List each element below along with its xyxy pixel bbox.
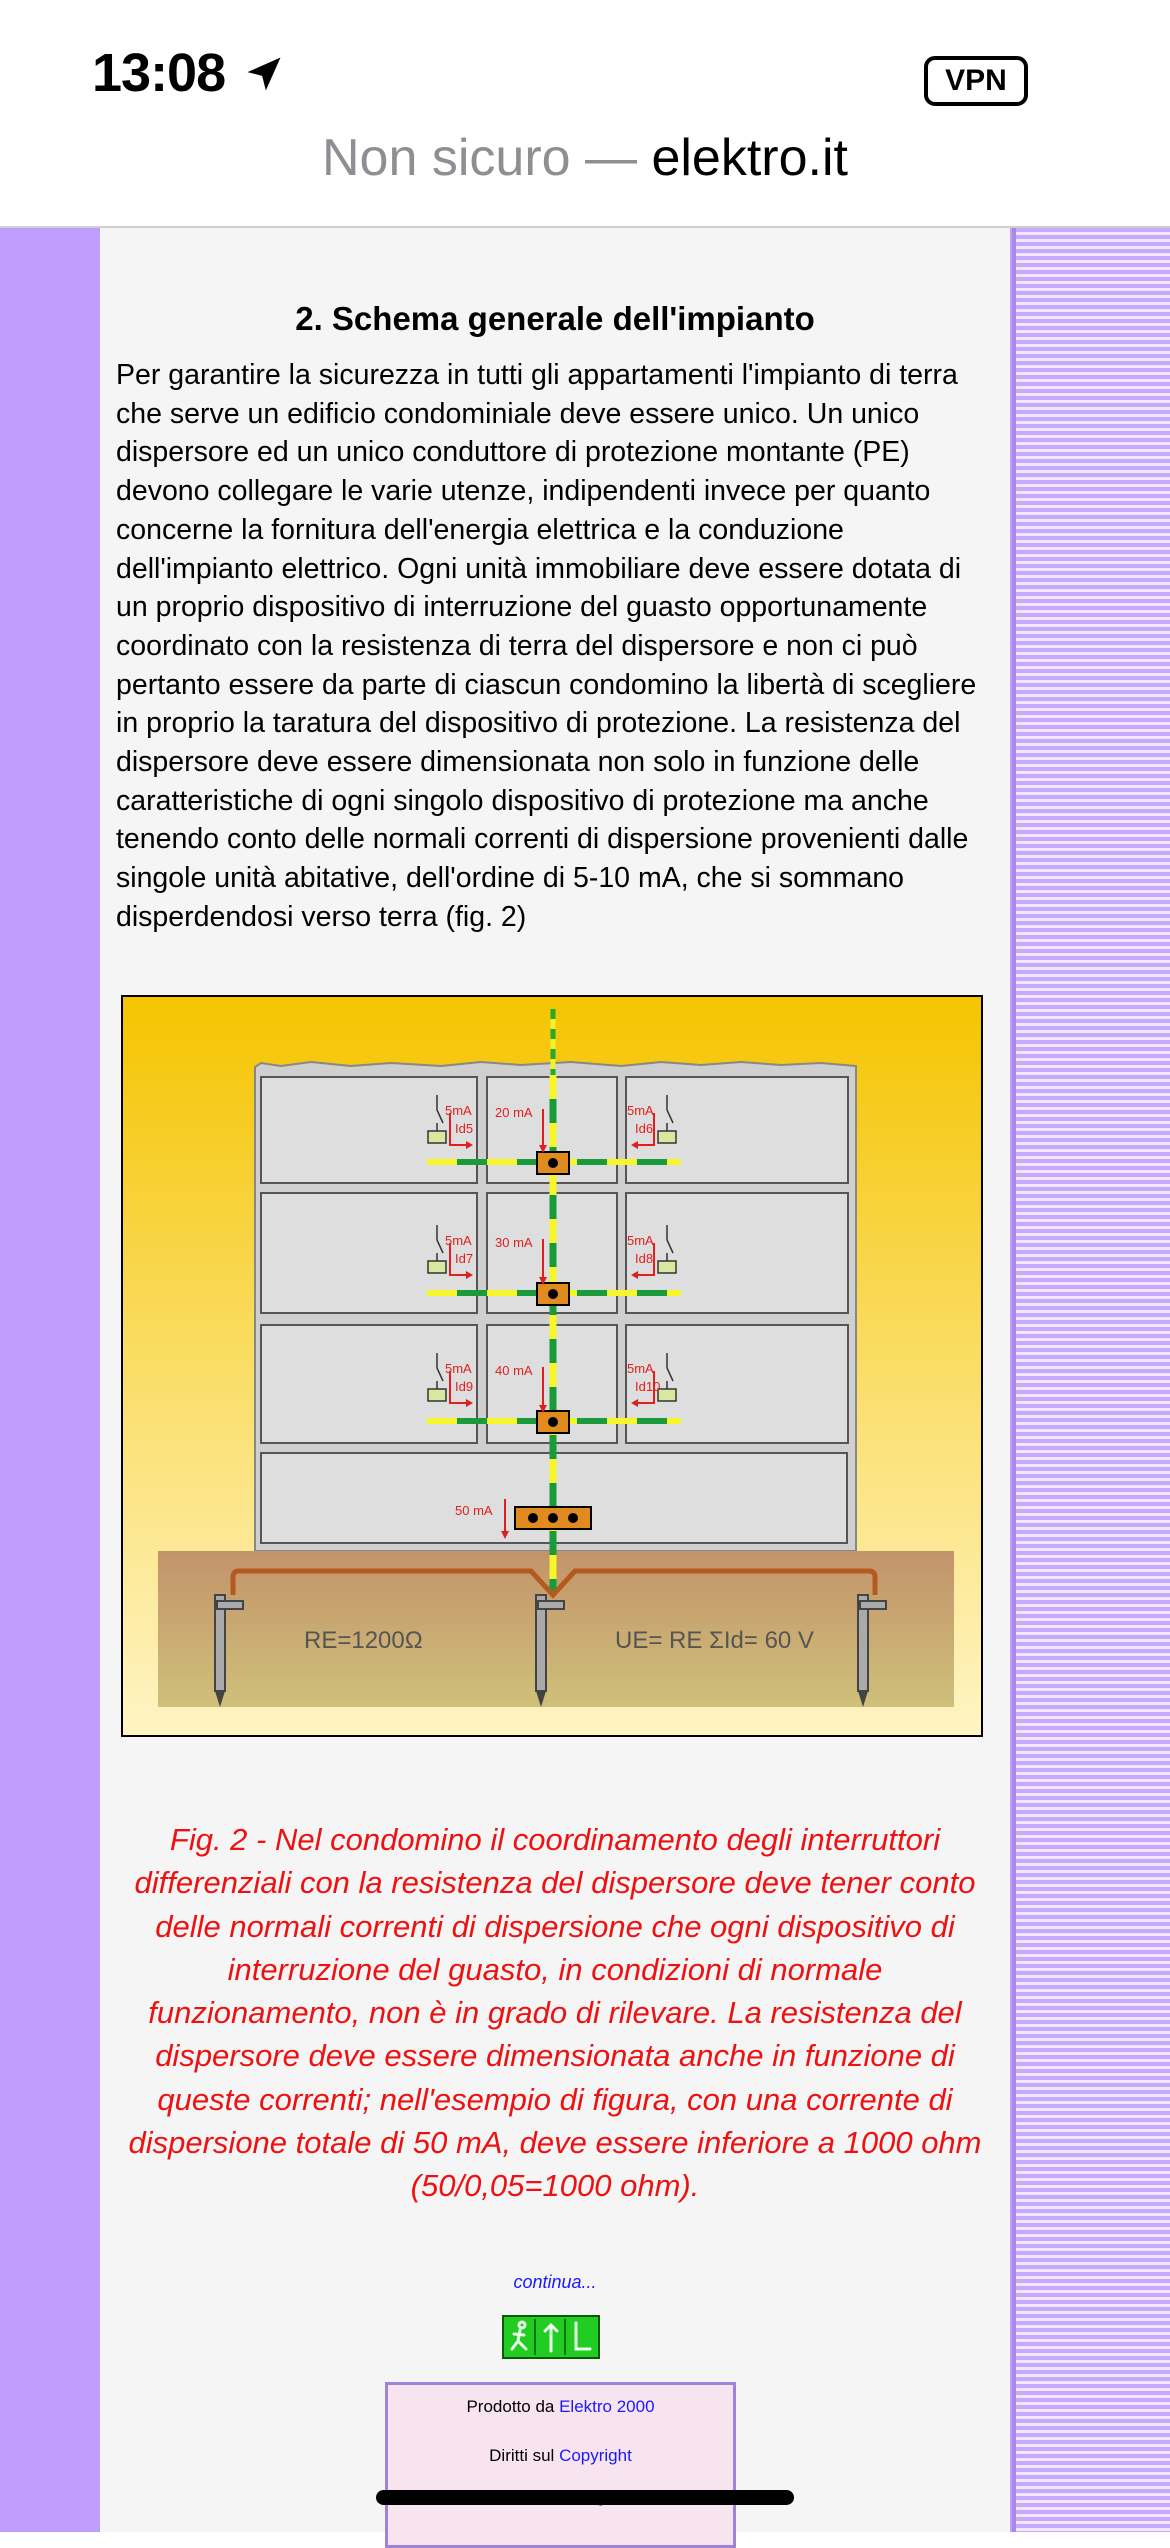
f2-center-current: 30 mA: [495, 1235, 533, 1250]
f2-right-current: 5mA: [627, 1233, 654, 1248]
continue-link-label[interactable]: continua...: [513, 2272, 597, 2292]
footer-rights: [388, 2446, 733, 2466]
home-indicator[interactable]: [376, 2490, 794, 2505]
address-bar[interactable]: [0, 128, 1170, 188]
copyright-link[interactable]: Copyright: [559, 2446, 632, 2465]
earth-resistance-label: RE=1200Ω: [304, 1627, 423, 1654]
f3-right-current: 5mA: [627, 1361, 654, 1376]
ground-current: 50 mA: [455, 1503, 493, 1518]
f1-left-current: 5mA: [445, 1103, 472, 1118]
vpn-badge: VPN: [924, 56, 1028, 106]
figure-caption: Fig. 2 - Nel condomino il coordinamento degli interruttori differenziali con la resistenza del dispersore deve tener conto delle normali correnti di dispersione che ogni dispositivo di interruzione del guasto, in condizioni di normale funzionamento, non è in grado di rilevare. La resistenza del dispersore deve essere dimensionata anche in funzione di queste correnti; nell'esempio di figura, con una corrente di dispersione totale di 50 mA, deve essere inferiore a 1000 ohm (50/0,05=1000 ohm).: [128, 1822, 982, 2204]
footer-box: [385, 2382, 736, 2548]
side-panel-border: [1012, 228, 1016, 2532]
f3-left-id: Id9: [455, 1379, 474, 1394]
f1-right-current: 5mA: [627, 1103, 654, 1118]
site-domain: elektro.it: [651, 129, 848, 187]
f1-left-id: Id5: [455, 1121, 474, 1136]
body-paragraph: Per garantire la sicurezza in tutti gli appartamenti l'impianto di terra che serve un edificio condominiale deve essere unico. Un unico dispersore ed un unico conduttore di protezione montante (PE) devono collegare le varie utenze, indipendenti invece per quanto concerne la fornitura dell'energia elettrica e la conduzione dell'impianto elettrico. Ogni unità immobiliare deve essere dotata di un proprio dispositivo di interruzione del guasto opportunamente coordinato con la resistenza di terra del dispersore e non ci può pertanto essere da parte di ciascun condomino la libertà di scegliere in proprio la taratura del dispositivo di protezione. La resistenza del dispersore deve essere dimensionata non solo in funzione delle caratteristiche di ogni singolo dispositivo di protezione ma anche tenendo conto delle normali correnti di dispersione provenienti dalle singole unità abitative, dell'ordine di 5-10 mA, che si sommano disperdendosi verso terra (fig. 2): [116, 359, 977, 933]
footer-produced: [388, 2397, 733, 2417]
striped-side-panel: [1014, 228, 1170, 2532]
continue-link[interactable]: [100, 2272, 1010, 2293]
f1-center-current: 20 mA: [495, 1105, 533, 1120]
f3-left-current: 5mA: [445, 1361, 472, 1376]
footer-produced-prefix: Prodotto da: [466, 2397, 555, 2416]
exit-sign-nav-button[interactable]: [502, 2315, 600, 2359]
elektro-2000-link[interactable]: Elektro 2000: [559, 2397, 655, 2416]
earthing-diagram: [121, 995, 983, 1737]
f3-center-current: 40 mA: [495, 1363, 533, 1378]
f2-left-current: 5mA: [445, 1233, 472, 1248]
touch-voltage-label: UE= RE ΣId= 60 V: [615, 1627, 814, 1654]
f2-right-id: Id8: [635, 1251, 654, 1266]
f2-left-id: Id7: [455, 1251, 474, 1266]
f1-right-id: Id6: [635, 1121, 654, 1136]
section-heading: 2. Schema generale dell'impianto: [295, 300, 815, 337]
status-time: 13:08: [92, 43, 226, 103]
location-arrow-icon: [242, 52, 286, 96]
footer-rights-prefix: Diritti sul: [489, 2446, 555, 2465]
f3-right-id: Id10: [635, 1379, 661, 1394]
security-warning: Non sicuro —: [322, 129, 637, 187]
